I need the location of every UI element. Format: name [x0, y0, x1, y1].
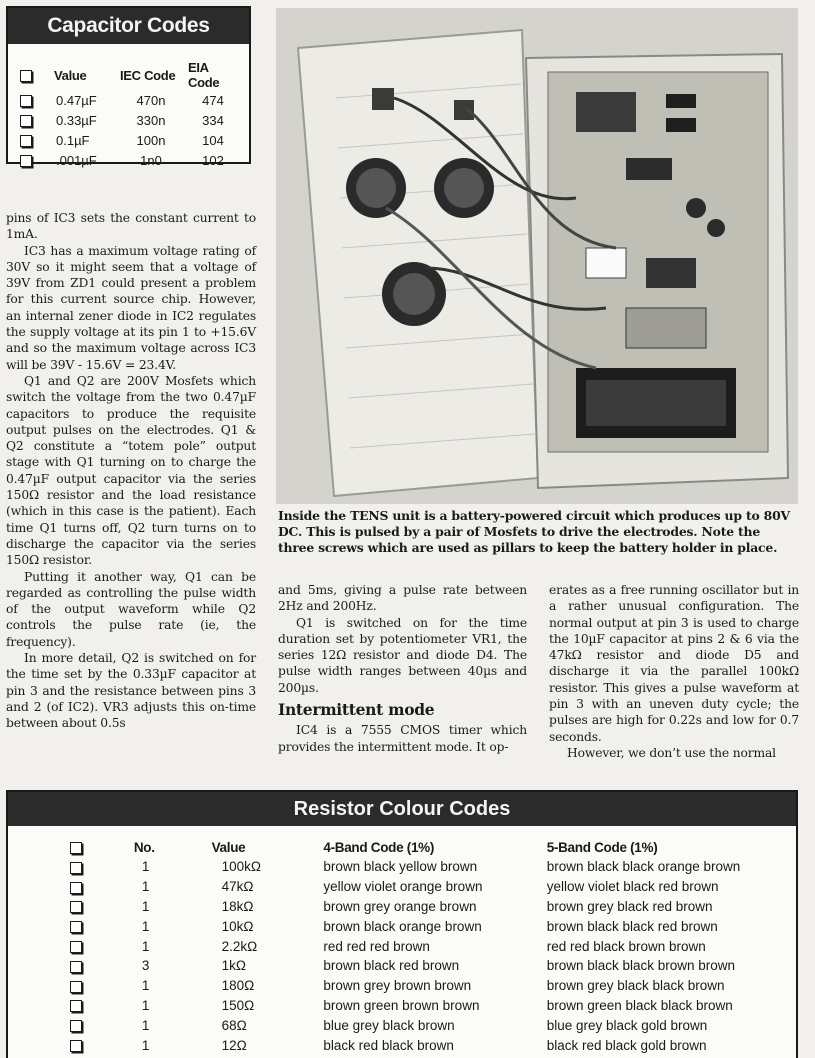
- value-header: Value: [211, 840, 246, 855]
- five-band-code: yellow violet black red brown: [546, 879, 719, 895]
- four-band-code: brown grey orange brown: [323, 898, 477, 914]
- paragraph: and 5ms, giving a pulse rate between 2Hz and 200Hz.: [278, 583, 527, 614]
- resistor-value: 68Ω: [221, 1017, 247, 1033]
- eia-code-header: EIA Code: [188, 60, 220, 90]
- paragraph: erates as a free running oscillator but in a rather unusual configuration. The normal output at pin 3 is used to charge the 10µF capacitor at pins 2 & 6 via the 47kΩ resistor and diode D5 and discharge it via the parallel 100kΩ resistor. This gives a pulse waveform at pin 3 with an uneven duty cycle; the pulses are high for 0.22s and low for 0.7 seconds.: [549, 583, 799, 744]
- resistor-value: 100kΩ: [221, 859, 261, 875]
- five-band-code: blue grey black gold brown: [546, 1017, 708, 1033]
- eia-code: 334: [202, 112, 224, 128]
- iec-code: 1n0: [140, 152, 162, 168]
- resistor-value: 1kΩ: [221, 958, 246, 974]
- paragraph: IC3 has a maximum voltage rating of 30V so it might seem that a voltage of 39V from ZD1 could present a problem for this current source chip. However, an internal zener diode in IC2 regulates the supply voltage at its pin 1 to +15.6V and so the maximum voltage across IC3 will be 39V - 15.6V = 23.4V.: [6, 243, 256, 372]
- resistor-codes-title: Resistor Colour Codes: [8, 792, 796, 826]
- checkbox-icon[interactable]: [70, 901, 82, 913]
- five-band-header: 5-Band Code (1%): [546, 840, 658, 855]
- table-row: [20, 150, 244, 170]
- table-row: [70, 956, 796, 976]
- five-band-code: red red black brown brown: [546, 938, 706, 954]
- resistor-value: 12Ω: [221, 1037, 247, 1053]
- checkbox-icon[interactable]: [70, 961, 82, 973]
- table-row: [70, 897, 796, 917]
- iec-code: 470n: [136, 92, 166, 108]
- resistor-codes-table: [70, 838, 796, 1055]
- eia-code: 474: [202, 92, 224, 108]
- iec-code: 100n: [136, 132, 166, 148]
- table-row: [70, 1035, 796, 1055]
- table-row: [20, 90, 244, 110]
- four-band-code: yellow violet orange brown: [323, 879, 483, 895]
- five-band-code: brown black black red brown: [546, 918, 718, 934]
- capacitor-codes-box: [6, 6, 251, 168]
- checkbox-icon[interactable]: [70, 1000, 82, 1012]
- four-band-code: brown green brown brown: [323, 997, 480, 1013]
- checkbox-icon[interactable]: [70, 981, 82, 993]
- eia-code: 104: [202, 132, 224, 148]
- capacitor-codes-table: [20, 60, 244, 170]
- article-column-2: [278, 582, 527, 755]
- checkbox-column-header: [20, 60, 54, 90]
- five-band-code: brown black black orange brown: [546, 859, 741, 875]
- resistor-value: 47kΩ: [221, 879, 254, 895]
- quantity-header: No.: [133, 840, 155, 855]
- checkbox-column-header: [70, 838, 134, 857]
- checkbox-icon[interactable]: [20, 155, 32, 167]
- section-heading: Intermittent mode: [278, 700, 435, 720]
- capacitor-value: 0.47µF: [56, 92, 97, 108]
- checkbox-icon: [20, 70, 32, 82]
- checkbox-icon[interactable]: [70, 921, 82, 933]
- paragraph: In more detail, Q2 is switched on for the time set by the 0.33µF capacitor at pin 3 and the resistance between pins 3 and 2 (of IC2). VR3 adjusts this on-time between about 0.5s: [6, 651, 256, 731]
- paragraph: pins of IC3 sets the constant current to 1mA.: [6, 211, 256, 242]
- capacitor-value: .001µF: [56, 152, 97, 168]
- four-band-code: blue grey black brown: [323, 1017, 455, 1033]
- four-band-code: black red black brown: [323, 1037, 454, 1053]
- resistor-quantity: 1: [141, 1037, 150, 1053]
- circuit-photo-illustration: [276, 8, 798, 504]
- iec-code-header: IEC Code: [120, 67, 176, 83]
- photo-caption: Inside the TENS unit is a battery-powered circuit which produces up to 80V DC. This is pulsed by a pair of Mosfets to drive the electrodes. Note the three screws which are used as pillars to keep the battery holder in place.: [278, 508, 790, 555]
- paragraph: IC4 is a 7555 CMOS timer which provides the intermittent mode. It op-: [278, 723, 527, 754]
- paragraph: Putting it another way, Q1 can be regarded as controlling the pulse width of the output waveform while Q2 controls the pulse rate (ie, the frequency).: [6, 569, 256, 649]
- paragraph: However, we don’t use the normal: [567, 745, 776, 760]
- four-band-code: brown black orange brown: [323, 918, 482, 934]
- resistor-quantity: 1: [141, 898, 150, 914]
- paragraph: Q1 is switched on for the time duration set by potentiometer VR1, the series 12Ω resistor and diode D4. The pulse width ranges between 40µs and 200µs.: [278, 615, 527, 695]
- circuit-photo: [276, 8, 798, 504]
- table-row: [70, 1015, 796, 1035]
- four-band-code: brown black red brown: [323, 958, 460, 974]
- table-row: [70, 936, 796, 956]
- checkbox-icon[interactable]: [20, 115, 32, 127]
- checkbox-icon[interactable]: [20, 135, 32, 147]
- four-band-header: 4-Band Code (1%): [323, 840, 435, 855]
- article-column-3: [549, 582, 799, 761]
- five-band-code: black red black gold brown: [546, 1037, 707, 1053]
- resistor-codes-box: [6, 790, 798, 1058]
- resistor-value: 10kΩ: [221, 918, 254, 934]
- iec-code: 330n: [136, 112, 166, 128]
- table-row: [70, 996, 796, 1016]
- resistor-quantity: 1: [141, 859, 150, 875]
- five-band-code: brown grey black red brown: [546, 898, 713, 914]
- checkbox-icon[interactable]: [70, 941, 82, 953]
- five-band-code: brown green black black brown: [546, 997, 733, 1013]
- four-band-code: red red red brown: [323, 938, 430, 954]
- article-column-1: [6, 210, 256, 732]
- value-header: Value: [54, 67, 87, 83]
- checkbox-icon[interactable]: [70, 1040, 82, 1052]
- resistor-quantity: 3: [141, 958, 150, 974]
- five-band-code: brown black black brown brown: [546, 958, 736, 974]
- table-row: [70, 916, 796, 936]
- four-band-code: brown grey brown brown: [323, 978, 472, 994]
- capacitor-codes-title: Capacitor Codes: [8, 8, 249, 44]
- paragraph: Q1 and Q2 are 200V Mosfets which switch the voltage from the two 0.47µF capacitors to produce the requisite output pulses on the electrodes. Q1 & Q2 constitute a “totem pole” output stage with Q1 turning on to charge the 0.47µF output capacitor via the series 150Ω resistor and the load resistance (which in this case is the patient). Each time Q1 turns off, Q2 turn turns on to discharge the capacitor via the series 150Ω resistor.: [6, 373, 256, 568]
- capacitor-value: 0.1µF: [56, 132, 90, 148]
- table-row: [70, 857, 796, 877]
- capacitor-value: 0.33µF: [56, 112, 97, 128]
- resistor-value: 150Ω: [221, 997, 255, 1013]
- resistor-value: 2.2kΩ: [221, 938, 258, 954]
- resistor-quantity: 1: [141, 879, 150, 895]
- resistor-quantity: 1: [141, 1017, 150, 1033]
- resistor-quantity: 1: [141, 938, 150, 954]
- checkbox-icon[interactable]: [20, 95, 32, 107]
- resistor-quantity: 1: [141, 978, 150, 994]
- resistor-quantity: 1: [141, 918, 150, 934]
- resistor-value: 18kΩ: [221, 898, 254, 914]
- four-band-code: brown black yellow brown: [323, 859, 478, 875]
- checkbox-icon[interactable]: [70, 1020, 82, 1032]
- checkbox-icon[interactable]: [70, 862, 82, 874]
- resistor-quantity: 1: [141, 997, 150, 1013]
- eia-code: 102: [202, 152, 224, 168]
- table-row: [20, 110, 244, 130]
- table-row: [70, 976, 796, 996]
- five-band-code: brown grey black black brown: [546, 978, 725, 994]
- table-row: [20, 130, 244, 150]
- table-row: [70, 877, 796, 897]
- resistor-value: 180Ω: [221, 978, 255, 994]
- checkbox-icon: [70, 842, 82, 854]
- checkbox-icon[interactable]: [70, 882, 82, 894]
